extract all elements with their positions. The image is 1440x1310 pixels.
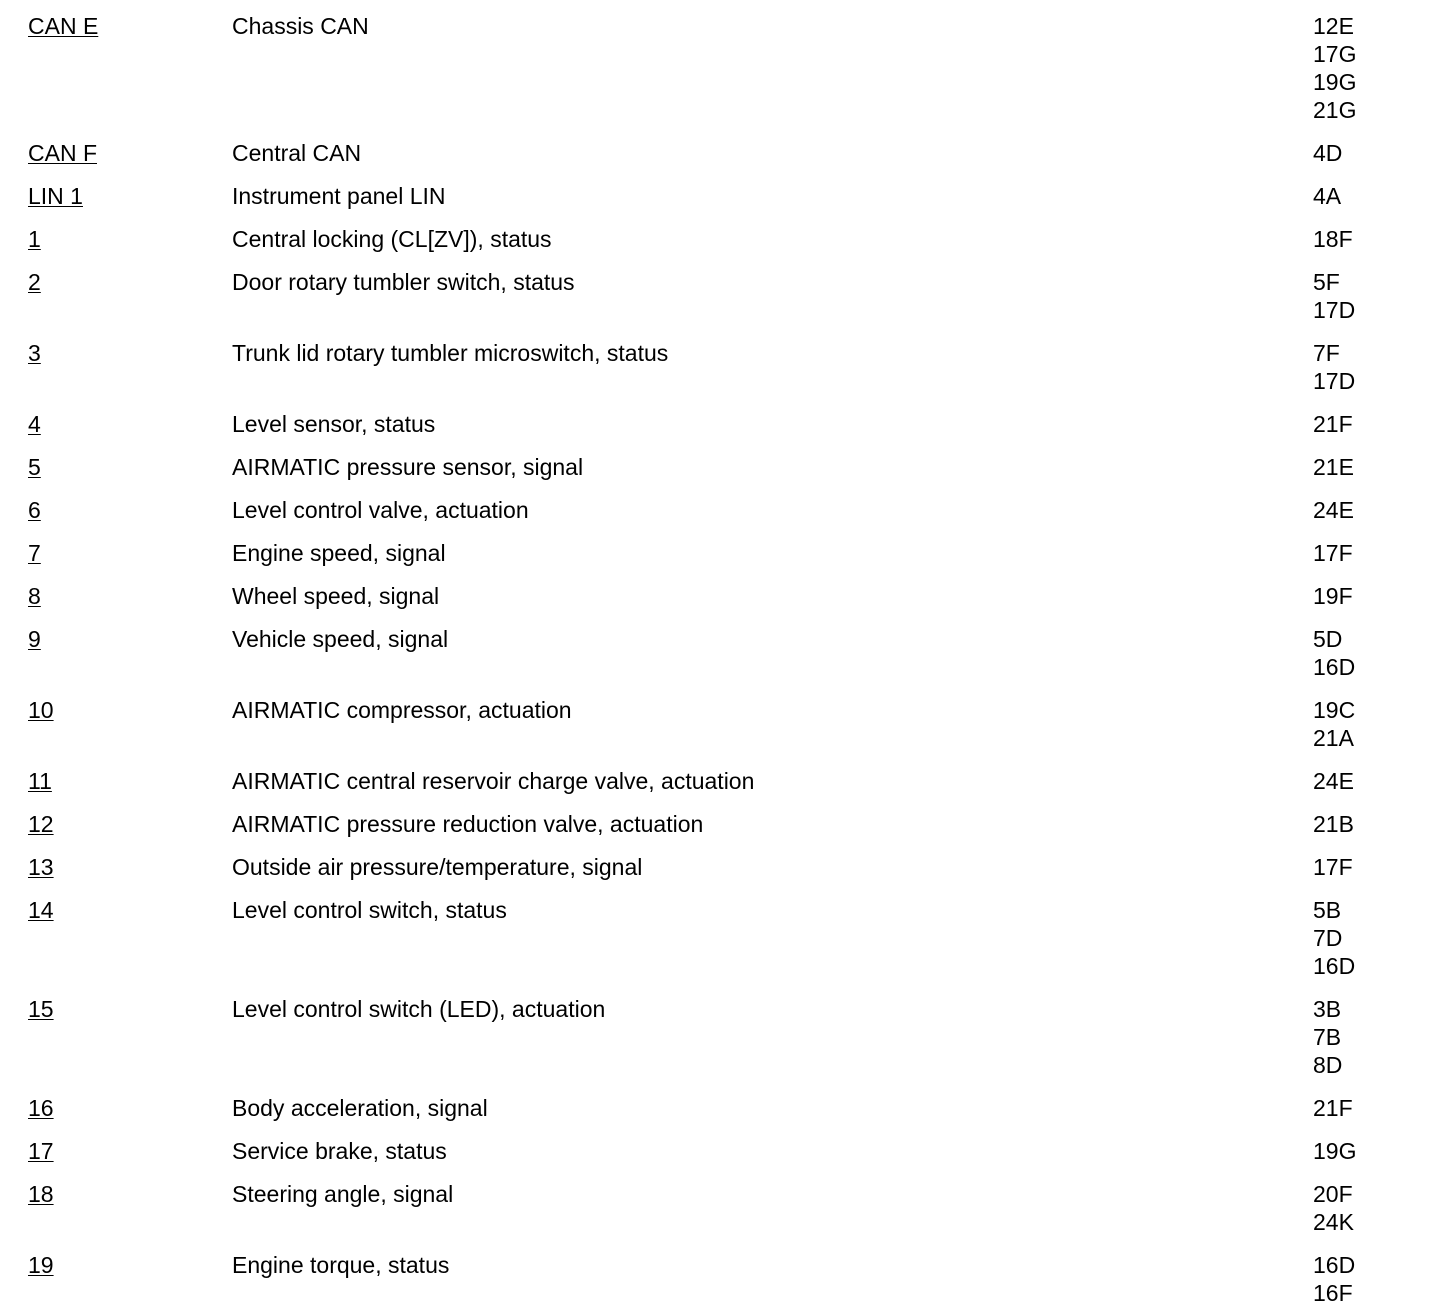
row-description: Vehicle speed, signal (232, 626, 449, 652)
grid-reference: 24E (1313, 497, 1354, 523)
row-code-link[interactable]: CAN F (28, 140, 97, 166)
row-code-link[interactable]: 14 (28, 897, 54, 923)
row-grid-references (1313, 582, 1353, 610)
row-grid-references (1313, 1137, 1356, 1165)
row-grid-references (1313, 696, 1355, 752)
row-description: Central locking (CL[ZV]), status (232, 226, 552, 252)
grid-reference: 16D (1313, 953, 1356, 979)
row-code-link[interactable]: 18 (28, 1181, 54, 1207)
grid-reference: 3B (1313, 996, 1342, 1022)
row-code-link[interactable]: 2 (28, 269, 41, 295)
row-grid-references (1313, 853, 1353, 881)
row-grid-references (1313, 896, 1355, 980)
row-code-link[interactable]: 8 (28, 583, 41, 609)
row-grid-references (1313, 1180, 1354, 1236)
row-code-link[interactable]: 1 (28, 226, 41, 252)
grid-reference: 24K (1313, 1209, 1354, 1235)
grid-reference: 19G (1313, 1138, 1357, 1164)
row-grid-references (1313, 268, 1355, 324)
grid-reference: 16F (1313, 1280, 1353, 1306)
grid-reference: 17D (1313, 368, 1356, 394)
row-code-link[interactable]: LIN 1 (28, 183, 83, 209)
row-description: AIRMATIC pressure sensor, signal (232, 454, 584, 480)
row-code-link[interactable]: 13 (28, 854, 54, 880)
row-grid-references (1313, 139, 1342, 167)
row-grid-references (1313, 539, 1353, 567)
grid-reference: 8D (1313, 1052, 1343, 1078)
row-description: Chassis CAN (232, 13, 369, 39)
row-description: AIRMATIC compressor, actuation (232, 697, 572, 723)
grid-reference: 21B (1313, 811, 1354, 837)
row-code-link[interactable]: 7 (28, 540, 41, 566)
grid-reference: 21F (1313, 411, 1353, 437)
grid-reference: 20F (1313, 1181, 1353, 1207)
grid-reference: 5D (1313, 626, 1343, 652)
grid-reference: 7F (1313, 340, 1340, 366)
row-code-link[interactable]: 10 (28, 697, 54, 723)
row-grid-references (1313, 453, 1354, 481)
row-description: Door rotary tumbler switch, status (232, 269, 575, 295)
row-code-link[interactable]: 4 (28, 411, 41, 437)
row-grid-references (1313, 1251, 1355, 1307)
row-description: Outside air pressure/temperature, signal (232, 854, 643, 880)
row-description: Level control switch, status (232, 897, 507, 923)
grid-reference: 5F (1313, 269, 1340, 295)
row-code-link[interactable]: 17 (28, 1138, 54, 1164)
row-code-link[interactable]: 9 (28, 626, 41, 652)
grid-reference: 16D (1313, 654, 1356, 680)
grid-reference: 4D (1313, 140, 1343, 166)
row-grid-references (1313, 12, 1356, 124)
grid-reference: 7D (1313, 925, 1343, 951)
row-description: Level sensor, status (232, 411, 436, 437)
row-code-link[interactable]: 19 (28, 1252, 54, 1278)
grid-reference: 17F (1313, 854, 1353, 880)
row-description: Wheel speed, signal (232, 583, 440, 609)
grid-reference: 24E (1313, 768, 1354, 794)
row-code-link[interactable]: 3 (28, 340, 41, 366)
grid-reference: 21A (1313, 725, 1354, 751)
row-grid-references (1313, 995, 1342, 1079)
row-grid-references (1313, 339, 1355, 395)
grid-reference: 12E (1313, 13, 1354, 39)
grid-reference: 7B (1313, 1024, 1342, 1050)
row-code-link[interactable]: 15 (28, 996, 54, 1022)
grid-reference: 21G (1313, 97, 1357, 123)
row-description: Level control valve, actuation (232, 497, 529, 523)
row-grid-references (1313, 625, 1355, 681)
grid-reference: 19G (1313, 69, 1357, 95)
row-description: AIRMATIC central reservoir charge valve, actuation (232, 768, 755, 794)
grid-reference: 21E (1313, 454, 1354, 480)
row-code-link[interactable]: 12 (28, 811, 54, 837)
row-description: Engine torque, status (232, 1252, 450, 1278)
row-code-link[interactable]: 6 (28, 497, 41, 523)
row-description: Service brake, status (232, 1138, 447, 1164)
row-grid-references (1313, 496, 1354, 524)
grid-reference: 17G (1313, 41, 1357, 67)
grid-reference: 4A (1313, 183, 1342, 209)
row-description: Engine speed, signal (232, 540, 446, 566)
row-grid-references (1313, 1094, 1353, 1122)
row-grid-references (1313, 810, 1354, 838)
row-grid-references (1313, 767, 1354, 795)
grid-reference: 19F (1313, 583, 1353, 609)
row-description: Trunk lid rotary tumbler microswitch, status (232, 340, 669, 366)
grid-reference: 5B (1313, 897, 1342, 923)
row-code-link[interactable]: 16 (28, 1095, 54, 1121)
grid-reference: 17D (1313, 297, 1356, 323)
row-code-link[interactable]: 11 (28, 768, 52, 794)
grid-reference: 18F (1313, 226, 1353, 252)
row-description: Instrument panel LIN (232, 183, 446, 209)
row-description: Steering angle, signal (232, 1181, 454, 1207)
grid-reference: 19C (1313, 697, 1356, 723)
row-grid-references (1313, 410, 1353, 438)
row-grid-references (1313, 182, 1341, 210)
row-description: Body acceleration, signal (232, 1095, 488, 1121)
row-description: AIRMATIC pressure reduction valve, actuation (232, 811, 704, 837)
row-code-link[interactable]: 5 (28, 454, 41, 480)
grid-reference: 21F (1313, 1095, 1353, 1121)
grid-reference: 16D (1313, 1252, 1356, 1278)
grid-reference: 17F (1313, 540, 1353, 566)
row-description: Central CAN (232, 140, 362, 166)
row-description: Level control switch (LED), actuation (232, 996, 606, 1022)
row-code-link[interactable]: CAN E (28, 13, 99, 39)
row-grid-references (1313, 225, 1353, 253)
